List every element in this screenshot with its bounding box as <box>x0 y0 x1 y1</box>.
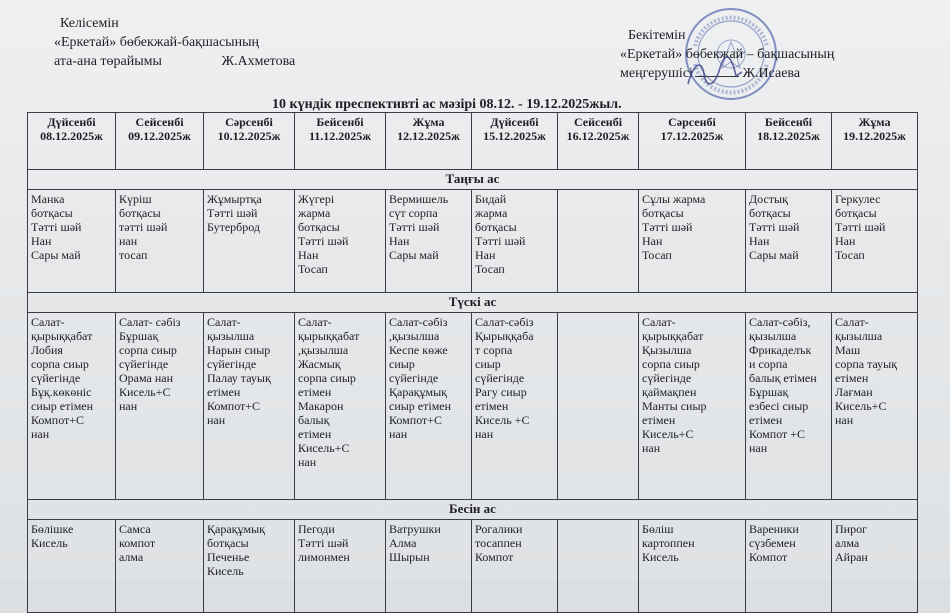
meal-item: Шырын <box>389 550 430 564</box>
meal-item: Кисель <box>207 564 244 578</box>
meal-item: ботқасы <box>119 206 161 220</box>
meal-item: Тосап <box>298 262 328 276</box>
meal-cell <box>116 520 204 613</box>
meal-item: етімен <box>298 427 332 441</box>
meal-item: сүт сорпа <box>389 206 438 220</box>
meal-item: Қызылша <box>642 343 692 357</box>
approval-left <box>54 14 295 71</box>
meal-item: сиыр етімен <box>389 399 452 413</box>
meal-item: сорпа сиыр <box>298 371 356 385</box>
meal-item: Тосап <box>835 248 865 262</box>
meal-item: алма <box>835 536 860 550</box>
meal-item: ботқасы <box>749 206 791 220</box>
meal-item: ботқасы <box>835 206 877 220</box>
meal-item: қаймақпен <box>642 385 697 399</box>
meal-item: Жасмық <box>298 357 341 371</box>
approval-left-line2: «Еркетай» бөбекжай-бақшасының <box>54 35 259 50</box>
meal-cell <box>386 190 472 293</box>
meal-item: жарма <box>298 206 331 220</box>
meal-item: Компот+С <box>207 399 261 413</box>
day-date: 09.12.2025ж <box>128 129 191 143</box>
meal-item: сүйегінде <box>475 371 525 385</box>
meal-item: компот <box>119 536 156 550</box>
meal-item: етімен <box>298 385 332 399</box>
meal-item: Нарын сиыр <box>207 343 271 357</box>
meal-item: Геркулес <box>835 192 881 206</box>
meal-item: Салат- сәбіз <box>119 315 181 329</box>
meal-item: Ватрушки <box>389 522 441 536</box>
meal-item: нан <box>389 427 408 441</box>
approval-left-line1: Келісемін <box>60 16 119 31</box>
meal-item: қырыққабат <box>642 329 704 343</box>
day-name: Сейсенбі <box>573 115 623 129</box>
meal-item: нан <box>835 413 854 427</box>
meal-item: Орама нан <box>119 371 173 385</box>
meal-item: сиыр етімен <box>31 399 94 413</box>
meal-item: сиыр <box>475 357 501 371</box>
meal-item: сүйегінде <box>31 371 81 385</box>
day-name: Сәрсенбі <box>225 115 273 129</box>
meal-cell <box>28 190 116 293</box>
meal-cell <box>832 313 918 500</box>
day-name: Жұма <box>858 115 891 129</box>
meal-item: Салат-сәбіз, <box>749 315 811 329</box>
day-header <box>832 113 918 170</box>
approval-right-name: Ж.Исаева <box>742 66 801 81</box>
meal-cell <box>472 313 558 500</box>
meal-item: Самса <box>119 522 151 536</box>
meal-item: Тәтті шәй <box>298 536 349 550</box>
meal-item: нан <box>31 427 50 441</box>
meal-item: Макарон <box>298 399 344 413</box>
meal-item: Кисель+С <box>298 441 350 455</box>
meal-item: Нан <box>298 248 319 262</box>
meal-cell <box>832 190 918 293</box>
meal-item: нан <box>298 455 317 469</box>
meal-item: Лобия <box>31 343 63 357</box>
meal-item: Салат-сәбіз <box>475 315 534 329</box>
meal-cell <box>116 190 204 293</box>
document-title: 10 күндік преспективті ас мәзірі 08.12. - 19.12.2025жыл. <box>272 97 622 112</box>
meal-item: ,қызылша <box>389 329 440 343</box>
meal-item: Нан <box>835 234 856 248</box>
meal-item: Пегоди <box>298 522 335 536</box>
meal-item: Лағман <box>835 385 873 399</box>
meal-item: сорпа сиыр <box>31 357 89 371</box>
meal-item: Бутерброд <box>207 220 261 234</box>
day-header <box>295 113 386 170</box>
meal-item: етімен <box>835 371 869 385</box>
meal-item: Салат- <box>31 315 65 329</box>
meal-item: ботқасы <box>475 220 517 234</box>
meal-item: нан <box>749 441 768 455</box>
day-date: 08.12.2025ж <box>40 129 103 143</box>
meal-cell <box>28 520 116 613</box>
meal-item: Компот +С <box>749 427 806 441</box>
meal-item: тосап <box>119 248 148 262</box>
section-title-snack: Бесін ас <box>28 500 918 520</box>
meal-item: етімен <box>642 413 676 427</box>
meal-item: Манка <box>31 192 65 206</box>
meal-item: Компот <box>475 550 514 564</box>
meal-item: қырыққабат <box>298 329 360 343</box>
meal-item: Жұмыртқа <box>207 192 262 206</box>
day-header-row <box>28 113 918 170</box>
approval-right-line3: меңгерушісі <box>620 66 693 81</box>
meal-cell <box>28 313 116 500</box>
meal-item: Маш <box>835 343 861 357</box>
day-name: Жұма <box>412 115 445 129</box>
meal-item: Тәтті шәй <box>31 220 82 234</box>
meal-cell <box>832 520 918 613</box>
approval-left-name: Ж.Ахметова <box>221 54 296 69</box>
meal-item: Айран <box>835 550 868 564</box>
day-name: Сейсенбі <box>135 115 184 129</box>
day-name: Дүйсенбі <box>490 115 539 129</box>
meal-cell <box>116 313 204 500</box>
meal-item: нан <box>207 413 226 427</box>
meal-cell <box>558 190 639 293</box>
meal-item: сорпа тауық <box>835 357 898 371</box>
meal-item: Бұршақ <box>749 385 789 399</box>
meal-item: Сұлы жарма <box>642 192 706 206</box>
meal-item: сүзбемен <box>749 536 796 550</box>
meal-cell <box>472 190 558 293</box>
meal-item: Кисель <box>642 550 679 564</box>
section-row-lunch <box>28 293 918 313</box>
meal-cell <box>472 520 558 613</box>
day-header <box>204 113 295 170</box>
meal-item: Қырыққаба <box>475 329 534 343</box>
approval-left-line3: ата-ана төрайымы <box>54 54 162 69</box>
meal-item: Сары май <box>389 248 439 262</box>
meal-item: Тосап <box>642 248 672 262</box>
meal-item: Нан <box>642 234 663 248</box>
meal-item: қызылша <box>207 329 255 343</box>
day-date: 19.12.2025ж <box>843 129 906 143</box>
meal-item: Вареники <box>749 522 799 536</box>
meal-item: Нан <box>389 234 410 248</box>
meal-item: Тәтті шәй <box>207 206 258 220</box>
section-title-lunch: Түскі ас <box>28 293 918 313</box>
meal-item: Бөліш <box>642 522 674 536</box>
meal-item: қызылша <box>835 329 883 343</box>
day-name: Бейсенбі <box>316 115 364 129</box>
meal-item: нан <box>642 441 661 455</box>
meal-item: сиыр <box>389 357 415 371</box>
meal-item: картоппен <box>642 536 695 550</box>
day-date: 18.12.2025ж <box>757 129 820 143</box>
meal-item: ,қызылша <box>298 343 349 357</box>
meal-item: Фрикаделък <box>749 343 812 357</box>
day-name: Дүйсенбі <box>47 115 96 129</box>
meal-item: ботқасы <box>642 206 684 220</box>
meal-item: Тәтті шәй <box>298 234 349 248</box>
meal-item: сорпа сиыр <box>642 357 700 371</box>
meal-cell <box>746 190 832 293</box>
meal-item: Манты сиыр <box>642 399 707 413</box>
meal-item: Достық <box>749 192 788 206</box>
day-date: 11.12.2025ж <box>308 129 372 143</box>
signature-scribble <box>680 54 750 94</box>
meal-row-breakfast <box>28 190 918 293</box>
day-header <box>746 113 832 170</box>
meal-item: Кисель <box>31 536 68 550</box>
meal-item: Рагу сиыр <box>475 385 527 399</box>
meal-cell <box>746 313 832 500</box>
meal-cell <box>386 520 472 613</box>
meal-item: и сорпа <box>749 357 788 371</box>
meal-row-lunch <box>28 313 918 500</box>
meal-item: сүйегінде <box>642 371 692 385</box>
meal-item: ботқасы <box>31 206 73 220</box>
meal-item: нан <box>119 399 138 413</box>
section-row-breakfast <box>28 170 918 190</box>
meal-item: Алма <box>389 536 417 550</box>
day-header <box>386 113 472 170</box>
meal-item: Сары май <box>749 248 799 262</box>
meal-item: Кеспе көже <box>389 343 448 357</box>
day-header <box>558 113 639 170</box>
meal-item: ботқасы <box>207 536 249 550</box>
meal-item: Кисель+С <box>642 427 694 441</box>
meal-item: қырыққабат <box>31 329 93 343</box>
menu-table <box>27 112 918 613</box>
meal-item: жарма <box>475 206 508 220</box>
meal-item: Нан <box>749 234 770 248</box>
day-date: 15.12.2025ж <box>483 129 546 143</box>
meal-item: Компот <box>749 550 788 564</box>
day-header <box>472 113 558 170</box>
meal-item: Тәтті шәй <box>389 220 440 234</box>
meal-item: етімен <box>749 413 783 427</box>
meal-item: қызылша <box>749 329 797 343</box>
meal-item: Күріш <box>119 192 152 206</box>
meal-item: Компот+С <box>31 413 85 427</box>
meal-item: Вермишель <box>389 192 449 206</box>
meal-item: Бұршақ <box>119 329 159 343</box>
meal-cell <box>639 313 746 500</box>
meal-item: Салат- <box>835 315 869 329</box>
meal-item: нан <box>475 427 494 441</box>
meal-item: ботқасы <box>298 220 340 234</box>
meal-item: тәтті шәй <box>119 220 168 234</box>
meal-cell <box>204 520 295 613</box>
meal-cell <box>295 190 386 293</box>
meal-cell <box>639 190 746 293</box>
section-row-snack <box>28 500 918 520</box>
meal-item: сүйегінде <box>389 371 439 385</box>
meal-item: Печенье <box>207 550 250 564</box>
meal-row-snack <box>28 520 918 613</box>
day-date: 10.12.2025ж <box>217 129 281 143</box>
approval-right-line1: Бекітемін <box>628 28 686 43</box>
meal-item: Бөлішке <box>31 522 74 536</box>
meal-item: Салат- <box>642 315 676 329</box>
meal-item: Салат- <box>298 315 332 329</box>
day-date: 16.12.2025ж <box>566 129 630 143</box>
meal-item: Нан <box>475 248 496 262</box>
meal-cell <box>204 313 295 500</box>
meal-item: Сары май <box>31 248 81 262</box>
meal-item: Кисель +С <box>475 413 530 427</box>
meal-cell <box>204 190 295 293</box>
day-name: Бейсенбі <box>764 115 813 129</box>
meal-cell <box>558 313 639 500</box>
meal-item: т сорпа <box>475 343 513 357</box>
meal-item: Нан <box>31 234 52 248</box>
meal-item: Тәтті шәй <box>642 220 693 234</box>
day-header <box>28 113 116 170</box>
meal-item: Тәтті шәй <box>835 220 886 234</box>
meal-item: балық <box>298 413 330 427</box>
meal-item: Палау тауық <box>207 371 271 385</box>
day-header <box>116 113 204 170</box>
meal-item: сүйегінде <box>119 357 169 371</box>
meal-item: Тәтті шәй <box>749 220 800 234</box>
meal-item: сүйегінде <box>207 357 257 371</box>
meal-item: тосаппен <box>475 536 522 550</box>
day-name: Сәрсенбі <box>668 115 716 129</box>
meal-item: Қарақұмық <box>389 385 447 399</box>
day-date: 17.12.2025ж <box>660 129 724 143</box>
meal-item: етімен <box>475 399 509 413</box>
meal-cell <box>295 313 386 500</box>
meal-item: Компот+С <box>389 413 443 427</box>
meal-cell <box>558 520 639 613</box>
meal-cell <box>386 313 472 500</box>
meal-item: Жүгері <box>298 192 335 206</box>
day-header <box>639 113 746 170</box>
meal-item: Бидай <box>475 192 507 206</box>
meal-item: нан <box>119 234 138 248</box>
meal-item: сорпа сиыр <box>119 343 177 357</box>
meal-cell <box>639 520 746 613</box>
approval-right-line2: «Еркетай» бөбекжай – бақшасының <box>620 47 835 62</box>
meal-item: Салат- <box>207 315 241 329</box>
meal-item: Кисель+С <box>119 385 171 399</box>
meal-item: алма <box>119 550 144 564</box>
day-date: 12.12.2025ж <box>397 129 460 143</box>
meal-item: езбесі сиыр <box>749 399 809 413</box>
meal-item: лимонмен <box>298 550 350 564</box>
meal-item: Кисель+С <box>835 399 887 413</box>
meal-item: Бұқ.көкөніс <box>31 385 92 399</box>
meal-item: Салат-сәбіз <box>389 315 448 329</box>
section-title-breakfast: Таңғы ас <box>28 170 918 190</box>
meal-item: балық етімен <box>749 371 817 385</box>
meal-item: Рогалики <box>475 522 523 536</box>
meal-cell <box>295 520 386 613</box>
meal-item: Пирог <box>835 522 868 536</box>
meal-cell <box>746 520 832 613</box>
meal-item: Тәтті шәй <box>475 234 526 248</box>
meal-item: Тосап <box>475 262 505 276</box>
meal-item: етімен <box>207 385 241 399</box>
meal-item: Қарақұмық <box>207 522 265 536</box>
